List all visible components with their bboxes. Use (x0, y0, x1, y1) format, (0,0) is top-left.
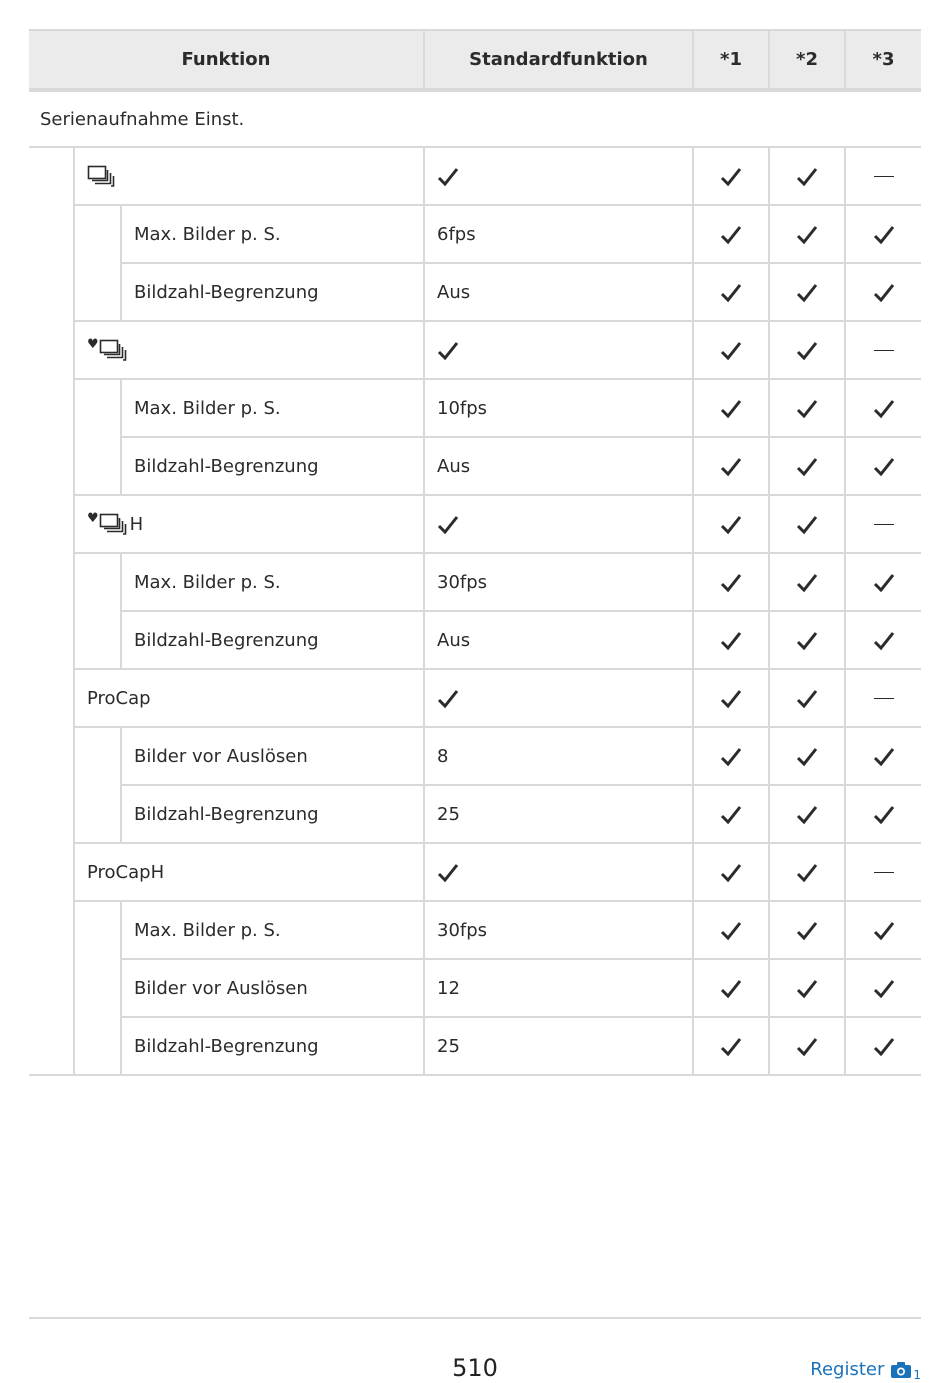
standard-value: Aus (424, 611, 693, 669)
indent-cell (29, 727, 74, 785)
function-label: Bildzahl-Begrenzung (121, 263, 424, 321)
table-row (29, 553, 921, 611)
indent-cell (29, 1017, 74, 1075)
indent-cell (29, 263, 74, 321)
indent-cell (74, 263, 121, 321)
mode-2-value (769, 437, 845, 495)
dash-icon (874, 524, 894, 526)
function-label: Bildzahl-Begrenzung (121, 437, 424, 495)
indent-cell (29, 321, 74, 379)
table-row (29, 785, 921, 843)
indent-cell (29, 843, 74, 901)
mode-1-value (693, 147, 769, 205)
mode-3-value (845, 959, 921, 1017)
table-row (29, 669, 921, 727)
mode-1-value (693, 495, 769, 553)
table-row (29, 379, 921, 437)
check-icon (796, 863, 818, 883)
check-icon (720, 921, 742, 941)
check-icon (720, 1037, 742, 1057)
check-icon (873, 979, 895, 999)
check-icon (873, 283, 895, 303)
indent-cell (29, 785, 74, 843)
mode-2-value (769, 147, 845, 205)
check-icon (720, 283, 742, 303)
check-icon (437, 689, 459, 709)
indent-cell (74, 1017, 121, 1075)
header-function: Funktion (29, 30, 424, 90)
check-icon (873, 631, 895, 651)
mode-2-value (769, 495, 845, 553)
indent-cell (29, 959, 74, 1017)
mode-2-value (769, 901, 845, 959)
indent-cell (29, 495, 74, 553)
standard-value: 25 (424, 785, 693, 843)
section-label: Serienaufnahme Einst. (29, 90, 921, 147)
check-icon (720, 689, 742, 709)
check-icon (873, 225, 895, 245)
mode-3-value (845, 495, 921, 553)
check-icon (796, 747, 818, 767)
mode-3-value (845, 553, 921, 611)
page-number: 510 (452, 1354, 498, 1382)
check-icon (796, 283, 818, 303)
mode-1-value (693, 437, 769, 495)
indent-cell (29, 553, 74, 611)
mode-1-value (693, 321, 769, 379)
indent-cell (74, 785, 121, 843)
mode-2-value (769, 785, 845, 843)
function-label: Bildzahl-Begrenzung (121, 785, 424, 843)
check-icon (437, 515, 459, 535)
mode-2-value (769, 959, 845, 1017)
dash-icon (874, 350, 894, 352)
header-mode-2: *2 (769, 30, 845, 90)
check-icon (873, 921, 895, 941)
mode-3-value (845, 901, 921, 959)
indent-cell (74, 727, 121, 785)
standard-value: 25 (424, 1017, 693, 1075)
mode-1-value (693, 901, 769, 959)
standard-value: Aus (424, 437, 693, 495)
mode-2-value (769, 611, 845, 669)
function-label: ProCap (74, 669, 424, 727)
dash-icon (874, 698, 894, 700)
mode-1-value (693, 553, 769, 611)
table-row (29, 437, 921, 495)
register-label: Register (810, 1359, 885, 1380)
table-row (29, 263, 921, 321)
check-icon (796, 573, 818, 593)
check-icon (720, 341, 742, 361)
mode-3-value (845, 205, 921, 263)
mode-1-value (693, 669, 769, 727)
function-label: Bilder vor Auslösen (121, 959, 424, 1017)
sequential-icon (87, 165, 117, 186)
mode-1-value (693, 1017, 769, 1075)
mode-3-value (845, 1017, 921, 1075)
check-icon (873, 1037, 895, 1057)
indent-cell (74, 901, 121, 959)
function-label: Bildzahl-Begrenzung (121, 1017, 424, 1075)
check-icon (796, 515, 818, 535)
indent-cell (29, 205, 74, 263)
table-row (29, 147, 921, 205)
standard-value: 8 (424, 727, 693, 785)
indent-cell (74, 553, 121, 611)
standard-value: Aus (424, 263, 693, 321)
standard-value (424, 495, 693, 553)
standard-value: 10fps (424, 379, 693, 437)
table-header-row (29, 30, 921, 90)
check-icon (796, 399, 818, 419)
mode-3-value (845, 437, 921, 495)
check-icon (720, 399, 742, 419)
table-row (29, 611, 921, 669)
table-row (29, 321, 921, 379)
register-link[interactable] (810, 1359, 921, 1380)
mode-3-value (845, 147, 921, 205)
check-icon (873, 747, 895, 767)
table-row (29, 959, 921, 1017)
section-row (29, 90, 921, 147)
check-icon (796, 1037, 818, 1057)
function-label (74, 321, 424, 379)
check-icon (796, 167, 818, 187)
mode-2-value (769, 263, 845, 321)
check-icon (720, 631, 742, 651)
check-icon (437, 341, 459, 361)
indent-cell (74, 611, 121, 669)
standard-value: 6fps (424, 205, 693, 263)
check-icon (796, 225, 818, 245)
silent-sequential-h-icon: ♥ H (87, 511, 144, 535)
indent-cell (74, 437, 121, 495)
standard-value (424, 147, 693, 205)
check-icon (720, 805, 742, 825)
check-icon (720, 167, 742, 187)
table-body (29, 90, 921, 1075)
mode-1-value (693, 785, 769, 843)
function-label: Max. Bilder p. S. (121, 553, 424, 611)
mode-2-value (769, 1017, 845, 1075)
table-row (29, 843, 921, 901)
check-icon (720, 457, 742, 477)
indent-cell (29, 147, 74, 205)
mode-3-value (845, 785, 921, 843)
mode-1-value (693, 843, 769, 901)
check-icon (873, 399, 895, 419)
standard-value: 30fps (424, 901, 693, 959)
function-label (74, 147, 424, 205)
check-icon (796, 457, 818, 477)
mode-2-value (769, 321, 845, 379)
table-row (29, 1017, 921, 1075)
mode-2-value (769, 553, 845, 611)
mode-1-value (693, 263, 769, 321)
check-icon (720, 747, 742, 767)
footer-divider (29, 1317, 921, 1319)
mode-1-value (693, 727, 769, 785)
register-suffix: 1 (913, 1367, 921, 1382)
function-label: Max. Bilder p. S. (121, 901, 424, 959)
mode-2-value (769, 205, 845, 263)
mode-1-value (693, 205, 769, 263)
header-mode-1: *1 (693, 30, 769, 90)
indent-cell (29, 611, 74, 669)
mode-3-value (845, 611, 921, 669)
function-label: Max. Bilder p. S. (121, 205, 424, 263)
mode-1-value (693, 611, 769, 669)
mode-3-value (845, 727, 921, 785)
table-row (29, 495, 921, 553)
settings-table (29, 29, 921, 1076)
indent-cell (29, 669, 74, 727)
mode-2-value (769, 379, 845, 437)
mode-3-value (845, 843, 921, 901)
check-icon (796, 689, 818, 709)
indent-cell (29, 379, 74, 437)
function-label: ProCapH (74, 843, 424, 901)
standard-value (424, 843, 693, 901)
indent-cell (74, 959, 121, 1017)
standard-value (424, 669, 693, 727)
standard-value: 30fps (424, 553, 693, 611)
indent-cell (74, 205, 121, 263)
check-icon (873, 457, 895, 477)
function-label: Bildzahl-Begrenzung (121, 611, 424, 669)
header-mode-3: *3 (845, 30, 921, 90)
check-icon (437, 167, 459, 187)
check-icon (720, 863, 742, 883)
check-icon (720, 979, 742, 999)
mode-3-value (845, 669, 921, 727)
indent-cell (29, 901, 74, 959)
silent-sequential-icon: ♥ (87, 339, 129, 360)
mode-2-value (769, 669, 845, 727)
table-row (29, 205, 921, 263)
check-icon (873, 573, 895, 593)
check-icon (720, 573, 742, 593)
check-icon (720, 515, 742, 535)
check-icon (796, 921, 818, 941)
check-icon (873, 805, 895, 825)
function-label: Bilder vor Auslösen (121, 727, 424, 785)
function-label (74, 495, 424, 553)
function-label: Max. Bilder p. S. (121, 379, 424, 437)
mode-2-value (769, 843, 845, 901)
indent-cell (74, 379, 121, 437)
check-icon (796, 341, 818, 361)
standard-value: 12 (424, 959, 693, 1017)
dash-icon (874, 872, 894, 874)
camera-icon (890, 1361, 912, 1379)
mode-1-value (693, 379, 769, 437)
indent-cell (29, 437, 74, 495)
table-row (29, 901, 921, 959)
mode-1-value (693, 959, 769, 1017)
standard-value (424, 321, 693, 379)
check-icon (720, 225, 742, 245)
check-icon (796, 805, 818, 825)
header-standard: Standardfunktion (424, 30, 693, 90)
mode-3-value (845, 263, 921, 321)
check-icon (796, 979, 818, 999)
check-icon (796, 631, 818, 651)
table-row (29, 727, 921, 785)
mode-3-value (845, 321, 921, 379)
check-icon (437, 863, 459, 883)
dash-icon (874, 176, 894, 178)
mode-3-value (845, 379, 921, 437)
mode-2-value (769, 727, 845, 785)
